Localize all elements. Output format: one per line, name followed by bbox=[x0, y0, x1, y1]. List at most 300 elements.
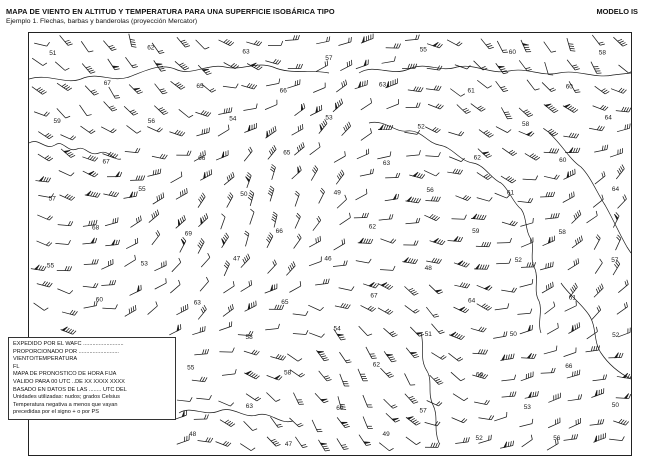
wind-barb bbox=[263, 233, 274, 248]
wind-barb bbox=[427, 39, 443, 49]
wind-barb bbox=[129, 81, 143, 95]
wind-barb bbox=[221, 172, 235, 185]
temperature-label: 63 bbox=[245, 403, 254, 411]
wind-barb bbox=[223, 192, 234, 207]
temperature-label: 63 bbox=[193, 299, 201, 307]
wind-barb bbox=[562, 348, 577, 357]
temperature-label: 65 bbox=[196, 82, 204, 90]
temperature-label: 66 bbox=[275, 228, 283, 236]
wind-barb bbox=[452, 414, 467, 424]
wind-barb bbox=[241, 81, 256, 89]
wind-barb bbox=[521, 353, 536, 359]
wind-barb bbox=[405, 196, 420, 203]
temperature-label: 64 bbox=[468, 297, 476, 305]
wind-barb bbox=[447, 36, 462, 47]
wind-barb bbox=[584, 327, 599, 339]
wind-barb bbox=[124, 238, 139, 249]
wind-barb bbox=[315, 279, 330, 285]
wind-barb bbox=[319, 368, 332, 382]
wind-barb bbox=[289, 124, 304, 135]
wind-barb bbox=[198, 62, 212, 76]
wind-barb bbox=[519, 127, 535, 137]
wind-barb bbox=[270, 212, 278, 227]
wind-barb bbox=[124, 103, 138, 116]
wind-barb bbox=[195, 128, 210, 136]
wind-barb bbox=[242, 300, 257, 311]
wind-barb bbox=[354, 59, 370, 69]
wind-barb bbox=[454, 303, 470, 314]
wind-barb bbox=[130, 176, 145, 181]
temperature-label: 66 bbox=[565, 362, 573, 370]
wind-barb bbox=[426, 304, 439, 318]
wind-barb bbox=[55, 58, 69, 71]
wind-barb bbox=[609, 148, 624, 157]
wind-barb bbox=[547, 393, 562, 403]
wind-barb bbox=[497, 39, 508, 54]
wind-barb bbox=[454, 281, 469, 289]
wind-barb bbox=[613, 417, 628, 426]
wind-barb bbox=[337, 436, 349, 451]
wind-barb bbox=[243, 123, 259, 133]
wind-barb bbox=[307, 142, 322, 155]
wind-barb bbox=[383, 325, 397, 338]
wind-barb bbox=[216, 125, 231, 137]
wind-barb bbox=[195, 305, 208, 319]
wind-barb bbox=[593, 145, 608, 152]
coastline-southwest bbox=[179, 409, 293, 421]
wind-barb bbox=[127, 284, 142, 295]
wind-barb bbox=[334, 195, 348, 208]
temperature-label: 53 bbox=[325, 114, 333, 122]
wind-barb bbox=[479, 126, 494, 138]
wind-barb bbox=[101, 280, 116, 285]
map-legend-box bbox=[8, 337, 176, 420]
wind-barb bbox=[545, 323, 560, 334]
wind-barb bbox=[195, 213, 209, 227]
wind-barb bbox=[174, 304, 189, 315]
wind-barb bbox=[125, 55, 137, 70]
wind-barb bbox=[194, 238, 205, 253]
wind-barb bbox=[615, 280, 629, 293]
temperature-label: 65 bbox=[281, 298, 289, 306]
wind-barb bbox=[611, 84, 626, 93]
wind-barb bbox=[568, 210, 582, 223]
wind-barb bbox=[315, 188, 326, 203]
wind-barb bbox=[337, 414, 350, 429]
legend-line: FL bbox=[13, 363, 20, 370]
wind-barb bbox=[448, 235, 463, 241]
wind-barb bbox=[99, 259, 114, 269]
wind-barb bbox=[331, 239, 346, 250]
wind-barb bbox=[384, 396, 398, 410]
wind-barb bbox=[477, 281, 493, 291]
wind-barb bbox=[563, 132, 578, 139]
wind-barb bbox=[82, 61, 95, 75]
wind-barb bbox=[477, 300, 492, 311]
wind-barb bbox=[223, 82, 238, 88]
wind-barb bbox=[519, 372, 534, 381]
map-title: MAPA DE VIENTO EN ALTITUD Y TEMPERATURA PARA UNA SUPERFICIE ISOBÁRICA TIPO bbox=[6, 7, 335, 16]
wind-barb bbox=[104, 98, 117, 112]
temperature-label: 52 bbox=[514, 256, 522, 264]
wind-barb bbox=[238, 280, 253, 292]
temperature-label: 46 bbox=[324, 255, 332, 263]
temperature-label: 49 bbox=[333, 189, 341, 197]
wind-barb bbox=[385, 99, 400, 109]
wind-barb bbox=[177, 396, 192, 402]
wind-barb bbox=[358, 367, 368, 382]
wind-barb bbox=[81, 39, 93, 54]
legend-line: VIENTO/TEMPERATURA bbox=[13, 356, 78, 363]
wind-barb bbox=[405, 35, 420, 41]
wind-barb bbox=[519, 435, 534, 447]
temperature-label: 55 bbox=[187, 364, 195, 372]
wind-barb bbox=[499, 440, 515, 448]
wind-barb bbox=[567, 394, 582, 401]
wind-barb bbox=[542, 79, 556, 93]
wind-barb bbox=[539, 262, 554, 270]
wind-barb bbox=[584, 211, 599, 223]
wind-barb bbox=[494, 303, 509, 310]
wind-barb bbox=[57, 285, 72, 295]
wind-barb bbox=[82, 238, 97, 244]
wind-barb bbox=[455, 437, 470, 443]
temperature-label: 52 bbox=[417, 123, 425, 131]
wind-barb bbox=[196, 394, 211, 400]
wind-barb bbox=[312, 418, 322, 433]
wind-barb bbox=[198, 436, 213, 442]
wind-barb bbox=[150, 193, 165, 205]
wind-barb bbox=[361, 301, 376, 312]
wind-barb bbox=[37, 211, 52, 221]
wind-barb bbox=[263, 126, 278, 139]
wind-barb bbox=[197, 277, 210, 291]
wind-barb bbox=[198, 253, 211, 267]
wind-barb bbox=[315, 36, 330, 43]
wind-barb bbox=[222, 369, 237, 375]
legend-line: MAPA DE PRONÓSTICO DE HORA FIJA bbox=[13, 371, 117, 378]
wind-barb bbox=[476, 242, 491, 247]
wind-barb bbox=[194, 415, 209, 420]
wind-barb bbox=[431, 321, 444, 335]
wind-barb bbox=[83, 167, 98, 178]
temperature-label: 64 bbox=[475, 371, 484, 379]
wind-barb bbox=[518, 419, 533, 427]
wind-barb bbox=[595, 83, 610, 95]
wind-barb bbox=[293, 391, 303, 406]
wind-barb bbox=[544, 172, 559, 180]
wind-barb bbox=[589, 124, 604, 131]
wind-barb bbox=[358, 238, 373, 244]
wind-barb bbox=[267, 371, 283, 381]
temperature-label: 55 bbox=[419, 46, 427, 54]
wind-barb bbox=[198, 169, 213, 180]
wind-barb bbox=[291, 213, 301, 228]
wind-barb bbox=[363, 279, 379, 288]
wind-barb bbox=[545, 213, 560, 219]
temperature-label: 64 bbox=[611, 186, 620, 194]
temperature-label: 54 bbox=[229, 115, 237, 123]
wind-barb bbox=[85, 190, 100, 198]
wind-barb bbox=[175, 58, 189, 71]
wind-barb bbox=[593, 102, 608, 111]
wind-barb bbox=[240, 440, 255, 452]
wind-barb bbox=[474, 58, 488, 72]
wind-barb bbox=[501, 286, 516, 293]
wind-barb bbox=[338, 60, 353, 71]
wind-barb bbox=[455, 61, 470, 70]
wind-barb bbox=[337, 213, 352, 225]
wind-barb bbox=[425, 151, 440, 156]
wind-barb bbox=[425, 196, 440, 201]
wind-barb bbox=[492, 331, 507, 338]
wind-barb bbox=[127, 122, 142, 135]
wind-barb bbox=[169, 258, 182, 272]
wind-barb bbox=[309, 329, 324, 338]
wind-barb bbox=[541, 235, 557, 245]
wind-barb bbox=[152, 152, 167, 159]
wind-barb bbox=[592, 33, 605, 47]
wind-barb bbox=[542, 302, 556, 315]
wind-barb bbox=[338, 122, 352, 136]
wind-barb bbox=[540, 282, 555, 293]
wind-barb bbox=[496, 60, 509, 75]
model-label: MODELO IS bbox=[596, 7, 638, 16]
wind-barb bbox=[335, 302, 350, 310]
wind-barb bbox=[448, 128, 463, 137]
wind-barb bbox=[563, 434, 578, 440]
wind-barb bbox=[543, 346, 558, 354]
wind-barb bbox=[380, 235, 395, 244]
wind-barb bbox=[405, 302, 420, 314]
wind-barb bbox=[55, 239, 70, 245]
wind-barb bbox=[195, 108, 210, 117]
temperature-label: 56 bbox=[147, 118, 156, 126]
wind-barb bbox=[146, 210, 160, 223]
wind-barb bbox=[103, 189, 118, 197]
wind-barb bbox=[61, 325, 77, 335]
wind-barb bbox=[34, 39, 49, 47]
wind-barb bbox=[104, 217, 119, 225]
wind-barb bbox=[359, 323, 372, 337]
temperature-label: 58 bbox=[284, 369, 292, 377]
wind-barb bbox=[616, 106, 631, 112]
wind-barb bbox=[425, 418, 440, 426]
wind-barb bbox=[519, 218, 534, 226]
wind-barb bbox=[592, 374, 607, 380]
temperature-label: 48 bbox=[424, 265, 432, 273]
wind-barb bbox=[307, 165, 318, 180]
wind-barb bbox=[219, 347, 234, 352]
wind-barb bbox=[196, 37, 210, 51]
wind-barb bbox=[242, 172, 252, 188]
wind-barb bbox=[524, 391, 539, 399]
wind-barb bbox=[428, 100, 443, 110]
wind-barb bbox=[518, 324, 534, 333]
wind-barb bbox=[501, 172, 516, 184]
wind-barb bbox=[244, 368, 259, 379]
wind-barb bbox=[589, 419, 604, 425]
wind-barb bbox=[32, 83, 47, 95]
wind-barb bbox=[285, 35, 300, 40]
wind-barb bbox=[268, 41, 283, 46]
wind-barb bbox=[426, 257, 441, 264]
wind-barb bbox=[501, 375, 516, 381]
wind-barb bbox=[176, 151, 191, 156]
wind-barb bbox=[332, 151, 347, 162]
wind-barb bbox=[591, 284, 605, 298]
wind-barb bbox=[540, 192, 555, 197]
wind-barb bbox=[167, 324, 182, 335]
wind-barb bbox=[353, 79, 369, 88]
wind-barb bbox=[148, 230, 161, 244]
wind-barb bbox=[381, 56, 396, 63]
wind-barb bbox=[244, 418, 258, 432]
wind-barb bbox=[123, 305, 138, 316]
wind-barb bbox=[246, 390, 261, 402]
temperature-label: 51 bbox=[49, 49, 57, 57]
wind-barb bbox=[527, 77, 540, 92]
wind-barb bbox=[264, 260, 277, 274]
legend-line: Temperatura negativa a menos que vayan bbox=[13, 401, 118, 408]
wind-barb bbox=[266, 389, 280, 403]
wind-barb bbox=[266, 186, 275, 201]
wind-barb bbox=[219, 36, 234, 46]
wind-barb bbox=[363, 415, 373, 430]
wind-barb bbox=[154, 102, 168, 115]
wind-barb bbox=[379, 439, 393, 452]
wind-barb bbox=[616, 123, 631, 131]
legend-line: precedidas por el signo + o por PS bbox=[13, 409, 99, 416]
wind-barb bbox=[61, 145, 75, 159]
wind-barb bbox=[105, 239, 120, 245]
wind-barb bbox=[590, 235, 601, 250]
wind-barb bbox=[477, 77, 491, 90]
wind-barb bbox=[452, 214, 467, 219]
wind-barb bbox=[265, 79, 280, 86]
temperature-label: 62 bbox=[372, 361, 381, 369]
wind-barb bbox=[291, 142, 305, 155]
wind-barb bbox=[405, 391, 418, 405]
wind-barb bbox=[155, 81, 168, 95]
wind-barb bbox=[544, 101, 559, 114]
wind-barb bbox=[217, 107, 232, 114]
wind-barb bbox=[169, 128, 184, 137]
wind-barb bbox=[309, 216, 322, 230]
wind-barb bbox=[517, 309, 532, 315]
wind-barb bbox=[34, 108, 49, 117]
wind-barb bbox=[473, 349, 488, 355]
temperature-label: 60 bbox=[508, 48, 517, 56]
wind-barb bbox=[544, 39, 556, 54]
wind-barb bbox=[427, 64, 442, 71]
wind-barb bbox=[334, 80, 349, 92]
wind-barb bbox=[83, 282, 98, 288]
wind-barb bbox=[376, 151, 391, 158]
wind-barb bbox=[264, 145, 277, 159]
wind-barb bbox=[216, 214, 225, 229]
wind-barb bbox=[246, 209, 255, 224]
temperature-label: 47 bbox=[233, 255, 241, 263]
wind-barb bbox=[591, 259, 603, 274]
wind-barb bbox=[449, 330, 465, 340]
wind-barb bbox=[453, 390, 468, 402]
wind-barb bbox=[293, 329, 308, 335]
temperature-label: 57 bbox=[611, 257, 619, 265]
wind-barb bbox=[378, 214, 393, 220]
coastline-north-2 bbox=[359, 66, 631, 76]
temperature-label: 59 bbox=[472, 228, 480, 236]
wind-barb bbox=[609, 435, 624, 441]
wind-barb bbox=[194, 349, 209, 355]
wind-barb bbox=[80, 122, 95, 134]
temperature-label: 47 bbox=[284, 441, 293, 448]
temperature-label: 50 bbox=[240, 191, 248, 198]
wind-barb bbox=[308, 301, 323, 311]
wind-barb bbox=[447, 168, 462, 175]
wind-barb bbox=[107, 172, 122, 177]
wind-barb bbox=[591, 60, 602, 75]
wind-barb bbox=[221, 281, 236, 293]
wind-barb bbox=[337, 37, 352, 45]
wind-barb bbox=[525, 150, 540, 162]
wind-barb bbox=[291, 103, 306, 116]
wind-barb bbox=[123, 191, 138, 198]
temperature-label: 67 bbox=[103, 79, 111, 87]
wind-barb bbox=[179, 106, 193, 119]
wind-barb bbox=[384, 194, 399, 201]
wind-barb bbox=[109, 85, 120, 100]
wind-barb bbox=[406, 433, 421, 445]
temperature-label: 50 bbox=[509, 331, 517, 339]
temperature-label: 58 bbox=[558, 229, 566, 237]
wind-barb bbox=[561, 191, 576, 202]
wind-barb bbox=[171, 78, 185, 91]
wind-barb bbox=[60, 131, 75, 141]
wind-barb bbox=[425, 123, 440, 134]
wind-barb bbox=[192, 376, 207, 382]
wind-barb bbox=[478, 413, 493, 420]
coastline-northwest bbox=[29, 141, 121, 159]
temperature-label: 66 bbox=[198, 154, 206, 162]
wind-barb bbox=[501, 391, 516, 397]
wind-barb bbox=[565, 258, 580, 270]
wind-barb bbox=[263, 100, 278, 110]
wind-barb bbox=[471, 100, 486, 112]
wind-barb bbox=[457, 101, 471, 114]
wind-barb bbox=[408, 85, 423, 92]
wind-barb bbox=[566, 370, 581, 378]
wind-barb bbox=[311, 83, 326, 93]
wind-barb bbox=[125, 147, 140, 153]
wind-barb bbox=[540, 368, 555, 373]
temperature-label: 65 bbox=[283, 149, 291, 157]
wind-barb bbox=[359, 169, 374, 176]
wind-barb bbox=[333, 170, 345, 185]
wind-barb bbox=[288, 64, 303, 69]
wind-barb bbox=[353, 189, 368, 200]
wind-barb bbox=[218, 321, 233, 330]
wind-barb bbox=[35, 176, 50, 183]
wind-barb bbox=[172, 215, 186, 229]
temperature-label: 55 bbox=[138, 185, 146, 193]
wind-barb bbox=[220, 261, 230, 276]
wind-barb bbox=[592, 432, 608, 442]
wind-barb bbox=[386, 410, 400, 424]
wind-barb bbox=[286, 79, 301, 88]
wind-barb bbox=[519, 58, 532, 73]
wind-barb bbox=[290, 366, 305, 378]
